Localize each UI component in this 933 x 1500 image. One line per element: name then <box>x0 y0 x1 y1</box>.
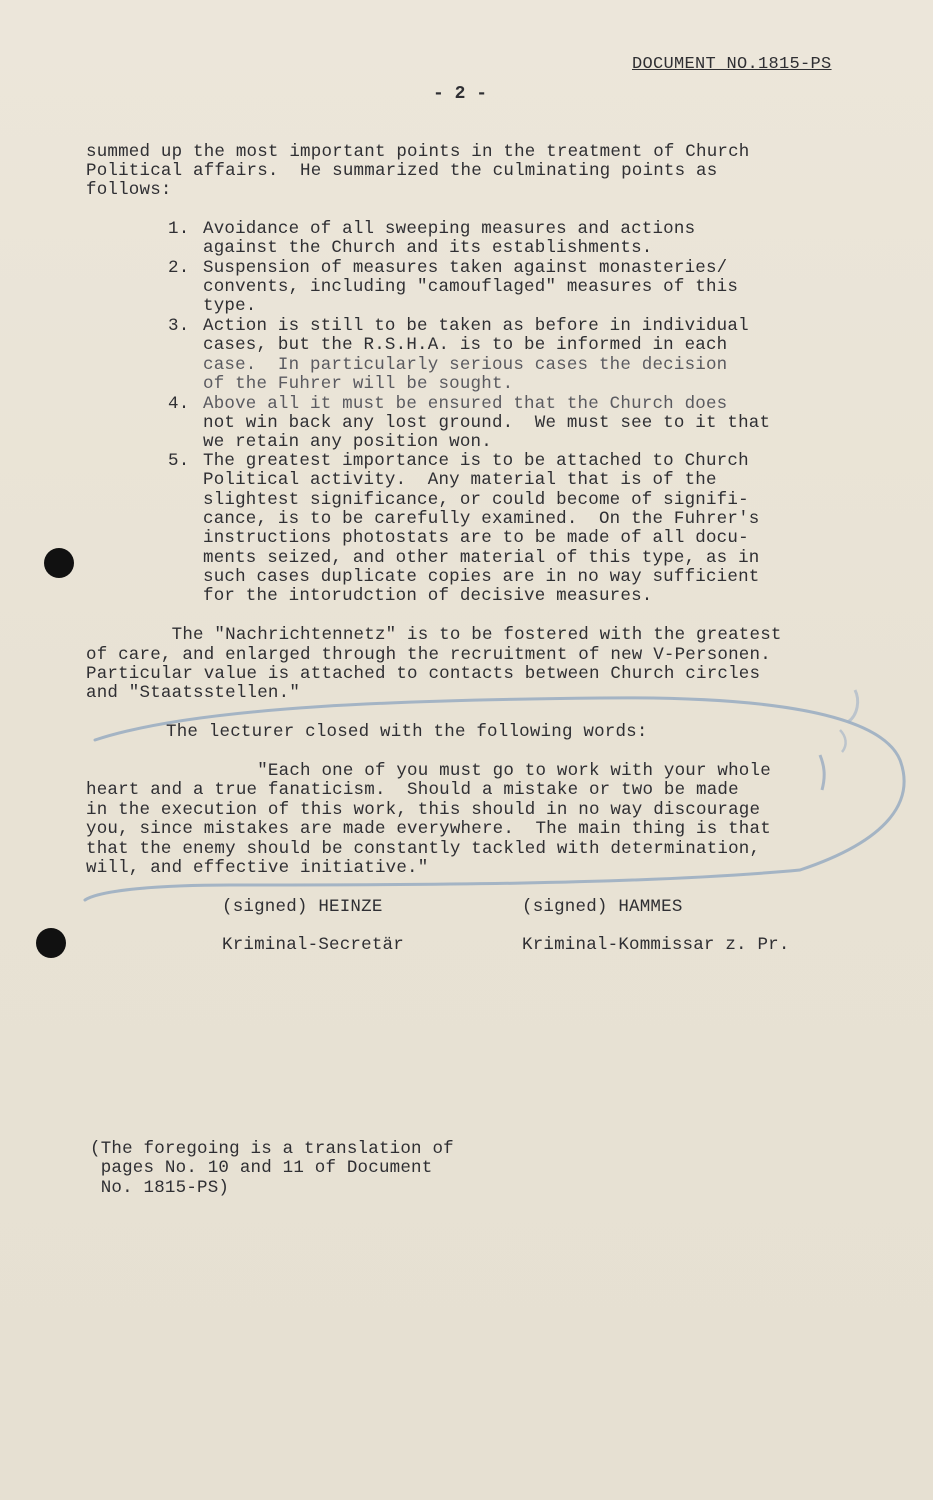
text-line: Action is still to be taken as before in individual <box>203 316 749 336</box>
text-line: "Each one of you must go to work with your whole <box>86 761 771 781</box>
text-line: in the execution of this work, this should in no way discourage <box>86 800 761 820</box>
text-line: instructions photostats are to be made of all docu- <box>203 528 749 548</box>
punch-hole-upper <box>44 548 74 578</box>
text-line: of care, and enlarged through the recruitment of new V-Personen. <box>86 645 771 665</box>
point-number: 5. <box>168 451 190 471</box>
punch-hole-lower <box>36 928 66 958</box>
text-line: Avoidance of all sweeping measures and actions <box>203 219 696 239</box>
text-line: we retain any position won. <box>203 432 492 452</box>
text-line: will, and effective initiative." <box>86 858 429 878</box>
page-number: - 2 - <box>433 84 488 104</box>
text-line: Suspension of measures taken against monasteries/ <box>203 258 728 278</box>
text-line: summed up the most important points in the treatment of Church <box>86 142 750 162</box>
text-line: ments seized, and other material of this type, as in <box>203 548 760 568</box>
text-line: convents, including "camouflaged" measures of this <box>203 277 739 297</box>
text-line: pages No. 10 and 11 of Document <box>90 1158 433 1178</box>
text-line: and "Staatsstellen." <box>86 683 301 703</box>
signature-heinze: (signed) HEINZE <box>222 897 383 917</box>
text-line: against the Church and its establishments. <box>203 238 653 258</box>
text-line: of the Fuhrer will be sought. <box>203 374 514 394</box>
text-line: The greatest importance is to be attached to Church <box>203 451 749 471</box>
closing-intro: The lecturer closed with the following words: <box>166 722 648 742</box>
text-line: The "Nachrichtennetz" is to be fostered with the greatest <box>86 625 782 645</box>
signature-hammes: (signed) HAMMES <box>522 897 683 917</box>
text-line: type. <box>203 296 257 316</box>
text-line: Above all it must be ensured that the Church does <box>203 394 728 414</box>
signature-title: Kriminal-Secretär <box>222 935 404 955</box>
text-line: not win back any lost ground. We must see to it that <box>203 413 771 433</box>
text-line: cance, is to be carefully examined. On the Fuhrer's <box>203 509 760 529</box>
text-line: for the intorudction of decisive measures. <box>203 586 653 606</box>
text-line: follows: <box>86 180 172 200</box>
point-number: 3. <box>168 316 190 336</box>
signature-title: Kriminal-Kommissar z. Pr. <box>522 935 790 955</box>
text-line: Particular value is attached to contacts between Church circles <box>86 664 761 684</box>
text-line: cases, but the R.S.H.A. is to be informed in each <box>203 335 728 355</box>
point-number: 1. <box>168 219 190 239</box>
text-line: No. 1815-PS) <box>90 1178 230 1198</box>
text-line: case. In particularly serious cases the decision <box>203 355 728 375</box>
text-line: that the enemy should be constantly tackled with determination, <box>86 839 761 859</box>
text-line: heart and a true fanaticism. Should a mistake or two be made <box>86 780 739 800</box>
document-number: DOCUMENT NO.1815-PS <box>632 55 832 74</box>
text-line: slightest significance, or could become of signifi- <box>203 490 749 510</box>
text-line: Political activity. Any material that is of the <box>203 470 717 490</box>
text-line: Political affairs. He summarized the culminating points as <box>86 161 718 181</box>
point-number: 4. <box>168 394 190 414</box>
text-line: you, since mistakes are made everywhere. The main thing is that <box>86 819 771 839</box>
text-line: (The foregoing is a translation of <box>90 1139 454 1159</box>
text-line: such cases duplicate copies are in no way sufficient <box>203 567 760 587</box>
point-number: 2. <box>168 258 190 278</box>
